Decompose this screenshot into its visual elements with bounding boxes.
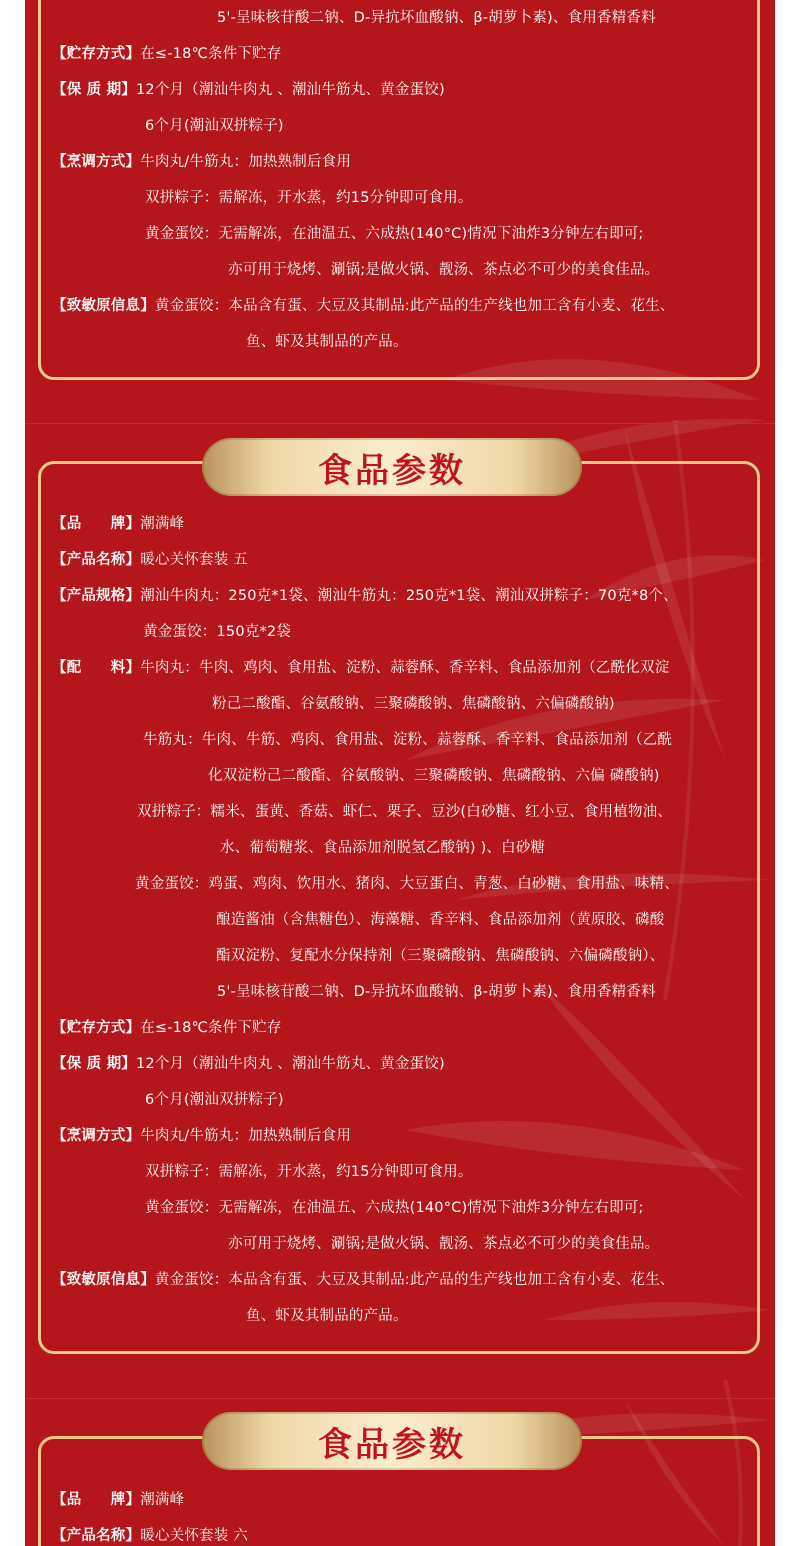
param-value: 5'-呈味核苷酸二钠、D-异抗坏血酸钠、β-胡萝卜素)、食用香精香料: [217, 10, 656, 26]
param-value: 12个月（潮汕牛肉丸 、潮汕牛筋丸、黄金蛋饺): [136, 82, 445, 98]
param-value: 鱼、虾及其制品的产品。: [246, 334, 408, 350]
param-value: 6个月(潮汕双拼粽子): [145, 1092, 284, 1108]
param-row: [145, 188, 473, 208]
section-title: 食品参数: [318, 450, 466, 491]
param-row: [143, 622, 291, 642]
param-label: 【保 质 期】: [52, 1056, 136, 1072]
section-title-banner: [202, 438, 582, 496]
param-value: 潮汕牛肉丸：250克*1袋、潮汕牛筋丸：250克*1袋、潮汕双拼粽子：70克*8个、: [140, 588, 678, 604]
param-label: 【产品名称】: [52, 552, 141, 568]
section-divider: [25, 1398, 775, 1399]
param-row: [217, 8, 656, 28]
param-label: 【品 牌】: [52, 1492, 141, 1508]
param-label: 【产品规格】: [52, 588, 141, 604]
param-row: [145, 116, 284, 136]
param-row: [217, 982, 656, 1002]
param-row: [246, 332, 408, 352]
param-row: [52, 296, 675, 316]
param-value: 亦可用于烧烤、涮锅;是做火锅、靓汤、茶点必不可少的美食佳品。: [228, 1236, 660, 1252]
param-row: [137, 802, 672, 822]
param-value: 双拼粽子：需解冻，开水蒸，约15分钟即可食用。: [145, 1164, 473, 1180]
param-row: [52, 514, 184, 534]
param-row: [52, 44, 282, 64]
param-row: [228, 260, 659, 280]
param-label: 【烹调方式】: [52, 154, 141, 170]
param-row: [220, 838, 545, 858]
param-row: [52, 1054, 445, 1074]
param-value: 黄金蛋饺：无需解冻，在油温五、六成热(140°C)情况下油炸3分钟左右即可;: [145, 1200, 644, 1216]
param-row: [135, 874, 679, 894]
product-detail-page: [25, 0, 775, 1546]
param-row: [52, 80, 445, 100]
param-value: 鱼、虾及其制品的产品。: [246, 1308, 408, 1324]
param-row: [145, 1090, 284, 1110]
section-divider: [25, 423, 775, 424]
param-label: 【贮存方式】: [52, 1020, 141, 1036]
param-row: [145, 1198, 644, 1218]
param-row: [212, 694, 615, 714]
param-label: 【烹调方式】: [52, 1128, 141, 1144]
param-row: [216, 910, 664, 930]
param-row: [52, 1126, 351, 1146]
param-value: 水、葡萄糖浆、食品添加剂脱氢乙酸钠) )、白砂糖: [220, 840, 546, 856]
param-value: 双拼粽子：糯米、蛋黄、香菇、虾仁、栗子、豆沙(白砂糖、红小豆、食用植物油、: [137, 804, 673, 820]
param-value: 在≤-18℃条件下贮存: [140, 1020, 282, 1036]
param-row: [52, 586, 678, 606]
param-value: 粉己二酸酯、谷氨酸钠、三聚磷酸钠、焦磷酸钠、六偏磷酸钠): [212, 696, 615, 712]
param-row: [52, 1490, 184, 1510]
param-label: 【产品名称】: [52, 1528, 141, 1544]
section-title: 食品参数: [318, 1424, 466, 1465]
param-label: 【致敏原信息】: [52, 298, 155, 314]
param-value: 化双淀粉己二酸酯、谷氨酸钠、三聚磷酸钠、焦磷酸钠、六偏 磷酸钠): [208, 768, 660, 784]
param-value: 牛肉丸/牛筋丸：加热熟制后食用: [140, 154, 352, 170]
param-value: 暖心关怀套装 六: [140, 1528, 248, 1544]
param-row: [52, 658, 669, 678]
param-label: 【配 料】: [52, 660, 141, 676]
param-value: 亦可用于烧烤、涮锅;是做火锅、靓汤、茶点必不可少的美食佳品。: [228, 262, 660, 278]
param-row: [52, 1526, 248, 1546]
param-value: 双拼粽子：需解冻，开水蒸，约15分钟即可食用。: [145, 190, 473, 206]
param-label: 【致敏原信息】: [52, 1272, 155, 1288]
param-value: 黄金蛋饺：鸡蛋、鸡肉、饮用水、猪肉、大豆蛋白、青葱、白砂糖、食用盐、味精、: [135, 876, 679, 892]
param-value: 暖心关怀套装 五: [140, 552, 248, 568]
param-label: 【贮存方式】: [52, 46, 141, 62]
param-value: 黄金蛋饺：本品含有蛋、大豆及其制品:此产品的生产线也加工含有小麦、花生、: [154, 1272, 675, 1288]
param-label: 【保 质 期】: [52, 82, 136, 98]
param-value: 在≤-18℃条件下贮存: [140, 46, 282, 62]
param-row: [208, 766, 660, 786]
param-value: 牛肉丸/牛筋丸：加热熟制后食用: [140, 1128, 352, 1144]
param-row: [52, 1018, 282, 1038]
param-value: 12个月（潮汕牛肉丸 、潮汕牛筋丸、黄金蛋饺): [136, 1056, 445, 1072]
param-row: [145, 1162, 473, 1182]
param-row: [52, 1270, 675, 1290]
param-value: 牛肉丸：牛肉、鸡肉、食用盐、淀粉、蒜蓉酥、香辛料、食品添加剂（乙酰化双淀: [140, 660, 670, 676]
param-label: 【品 牌】: [52, 516, 141, 532]
param-value: 6个月(潮汕双拼粽子): [145, 118, 284, 134]
param-value: 黄金蛋饺：无需解冻，在油温五、六成热(140°C)情况下油炸3分钟左右即可;: [145, 226, 644, 242]
param-row: [228, 1234, 659, 1254]
param-value: 酿造酱油（含焦糖色）、海藻糖、香辛料、食品添加剂（黄原胶、磷酸: [216, 912, 665, 928]
param-row: [52, 152, 351, 172]
param-row: [52, 550, 248, 570]
param-value: 黄金蛋饺：150克*2袋: [143, 624, 292, 640]
param-value: 酯双淀粉、复配水分保持剂（三聚磷酸钠、焦磷酸钠、六偏磷酸钠）、: [216, 948, 665, 964]
section-title-banner-next: [202, 1412, 582, 1470]
param-value: 潮满峰: [140, 1492, 185, 1508]
param-row: [246, 1306, 408, 1326]
param-value: 潮满峰: [140, 516, 185, 532]
param-value: 牛筋丸：牛肉、牛筋、鸡肉、食用盐、淀粉、蒜蓉酥、香辛料、食品添加剂（乙酰: [143, 732, 673, 748]
param-value: 5'-呈味核苷酸二钠、D-异抗坏血酸钠、β-胡萝卜素)、食用香精香料: [217, 984, 656, 1000]
param-row: [143, 730, 672, 750]
param-row: [216, 946, 664, 966]
param-row: [145, 224, 644, 244]
param-value: 黄金蛋饺：本品含有蛋、大豆及其制品:此产品的生产线也加工含有小麦、花生、: [154, 298, 675, 314]
